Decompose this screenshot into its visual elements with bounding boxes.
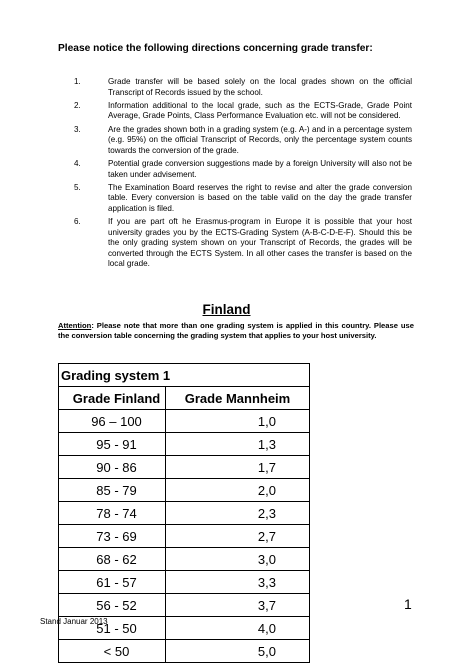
country-title: Finland <box>202 302 251 317</box>
grade-mannheim-cell: 4,0 <box>166 617 310 640</box>
direction-text: Grade transfer will be based solely on the local grades shown on the official Transcript of Records issued by the school. <box>108 77 412 97</box>
grade-finland-cell: 51 - 50 <box>68 617 166 640</box>
grade-finland-cell: 96 – 100 <box>68 410 166 433</box>
grade-mannheim-cell: 3,0 <box>166 548 310 571</box>
grading-system-title: Grading system 1 <box>59 364 310 387</box>
grade-finland-cell: 73 - 69 <box>68 525 166 548</box>
grade-mannheim-cell: 2,0 <box>166 479 310 502</box>
direction-number: 3. <box>74 124 81 134</box>
table-row <box>59 571 310 594</box>
table-row <box>59 456 310 479</box>
attention-note <box>58 321 414 342</box>
grade-mannheim-cell: 2,7 <box>166 525 310 548</box>
grade-finland-cell: 78 - 74 <box>68 502 166 525</box>
column-header-mannheim: Grade Mannheim <box>166 387 310 410</box>
direction-number: 5. <box>74 182 81 192</box>
direction-text: Potential grade conversion suggestions made by a foreign University will also not be taken under advisement. <box>108 158 412 179</box>
direction-text: The Examination Board reserves the right to revise and alter the grade conversion table. Every conversion is based on the table valid on the day the grade transfer application is filed. <box>108 182 412 213</box>
direction-text: Information additional to the local grade, such as the ECTS-Grade, Grade Point Average, Grade Points, Class Performance Evaluation etc. will not be considered. <box>108 100 412 121</box>
grade-mannheim-cell: 3,3 <box>166 571 310 594</box>
table-row <box>59 640 310 663</box>
footer-date: Stand Januar 2013 <box>40 617 108 626</box>
table-row <box>59 410 310 433</box>
direction-number: 4. <box>74 158 81 168</box>
grade-mannheim-cell: 3,7 <box>166 594 310 617</box>
table-row <box>59 479 310 502</box>
grade-finland-cell: 95 - 91 <box>68 433 166 456</box>
grade-finland-cell: 90 - 86 <box>68 456 166 479</box>
grade-mannheim-cell: 2,3 <box>166 502 310 525</box>
direction-item <box>74 183 412 215</box>
page-number: 1 <box>404 596 412 612</box>
direction-item <box>74 125 412 157</box>
direction-item <box>74 159 412 180</box>
grade-finland-cell: 56 - 52 <box>68 594 166 617</box>
grade-finland-cell: 61 - 57 <box>68 571 166 594</box>
column-header-finland: Grade Finland <box>68 387 166 410</box>
attention-label: Attention <box>58 321 92 330</box>
table-row <box>59 502 310 525</box>
table-title-row <box>59 364 310 387</box>
direction-number: 2. <box>74 100 81 110</box>
attention-text: : Please note that more than one grading system is applied in this country. Please use the conversion table concerning the grading system that applies to your host university. <box>58 321 414 341</box>
grade-finland-cell: 68 - 62 <box>68 548 166 571</box>
notice-heading: Please notice the following directions concerning grade transfer: <box>58 43 373 54</box>
direction-item <box>74 77 412 98</box>
direction-item <box>74 101 412 122</box>
table-row <box>59 594 310 617</box>
table-row <box>59 525 310 548</box>
table-row <box>59 433 310 456</box>
spacer-cell <box>59 387 69 410</box>
table-row <box>59 548 310 571</box>
table-header-row <box>59 387 310 410</box>
grade-mannheim-cell: 1,3 <box>166 433 310 456</box>
grade-finland-cell: < 50 <box>68 640 166 663</box>
grade-mannheim-cell: 5,0 <box>166 640 310 663</box>
grade-mannheim-cell: 1,0 <box>166 410 310 433</box>
direction-text: If you are part oft he Erasmus-program in Europe it is possible that your host university grades you by the ECTS-Grading System (A-B-C-D-E-F). Should this be the only grading system shown on your Transcript of Records, the grades will be converted through the ECTS System. In all other cases the transfer is based on the local grade. <box>108 217 412 269</box>
grade-finland-cell: 85 - 79 <box>68 479 166 502</box>
directions-list <box>74 77 412 273</box>
direction-number: 6. <box>74 217 81 227</box>
direction-number: 1. <box>74 77 81 86</box>
grade-mannheim-cell: 1,7 <box>166 456 310 479</box>
direction-text: Are the grades shown both in a grading system (e.g. A-) and in a percentage system (e.g. 95%) on the official Transcript of Records, only the percentage system counts towards the conversion of the grade. <box>108 124 412 155</box>
direction-item <box>74 217 412 270</box>
